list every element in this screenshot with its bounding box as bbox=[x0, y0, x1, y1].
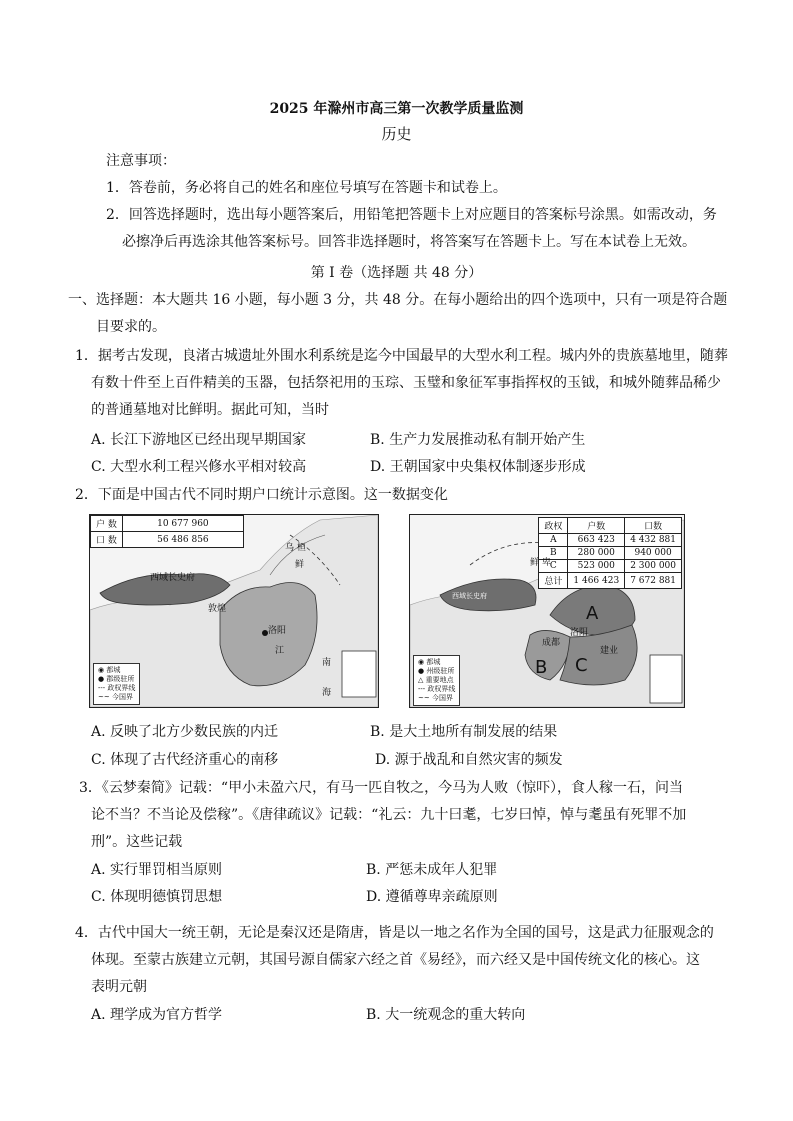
legend-item: △ 重要地点 bbox=[418, 676, 454, 684]
three-kingdoms-population-map bbox=[409, 514, 685, 708]
legend-item: ● 郡级驻所 bbox=[98, 675, 135, 683]
table-cell: 1 466 423 bbox=[568, 573, 625, 589]
map-label-xiyu: 西域长史府 bbox=[452, 592, 487, 600]
subject-title: 历史 bbox=[381, 125, 412, 143]
q3-option-a[interactable]: A. 实行罪罚相当原则 bbox=[91, 862, 223, 878]
table-cell: A bbox=[539, 534, 568, 547]
legend-item: ● 州级驻所 bbox=[418, 667, 455, 675]
han-population-map bbox=[89, 514, 379, 708]
notice-item-2-cont: 必擦净后再选涂其他答案标号。回答非选择题时，将答案写在答题卡上。写在本试卷上无效。 bbox=[122, 234, 696, 250]
q3-stem-line-3: 刑”。这些记载 bbox=[91, 834, 183, 850]
q2-option-d[interactable]: D. 源于战乱和自然灾害的频发 bbox=[375, 752, 563, 768]
table-row bbox=[91, 516, 244, 532]
notice-item-2: 2．回答选择题时，选出每小题答案后，用铅笔把答题卡上对应题目的答案标号涂黑。如需改动，务 bbox=[106, 207, 717, 223]
table-cell: 280 000 bbox=[568, 547, 625, 560]
q1-stem-line-1: 1．据考古发现，良渚古城遗址外围水利系统是迄今中国最早的大型水利工程。城内外的贵族墓地里，随葬 bbox=[75, 348, 728, 364]
three-kingdoms-population-table bbox=[538, 517, 682, 589]
q2-option-b[interactable]: B. 是大土地所有制发展的结果 bbox=[370, 724, 558, 740]
q2-option-a[interactable]: A. 反映了北方少数民族的内迁 bbox=[91, 724, 279, 740]
han-map-legend bbox=[93, 663, 140, 705]
table-row bbox=[91, 532, 244, 548]
q4-option-b[interactable]: B. 大一统观念的重大转向 bbox=[366, 1007, 526, 1023]
table-header: 户数 bbox=[568, 518, 625, 534]
table-cell: 56 486 856 bbox=[122, 532, 243, 548]
table-header: 口数 bbox=[625, 518, 682, 534]
q3-stem-line-1: 3．《云梦秦简》记载：“甲小未盈六尺，有马一匹自牧之，今马为人败（惊吓），食人稼一石，问当 bbox=[79, 780, 684, 796]
q4-option-a[interactable]: A. 理学成为官方哲学 bbox=[91, 1007, 223, 1023]
south-sea-inset bbox=[342, 651, 376, 697]
map-label-luoyang: 洛阳 bbox=[268, 626, 287, 636]
table-cell: 523 000 bbox=[568, 560, 625, 573]
map-label-chengdu: 成都 bbox=[542, 638, 561, 648]
q1-option-d[interactable]: D. 王朝国家中央集权体制逐步形成 bbox=[370, 459, 586, 475]
q3-stem-line-2: 论不当？不当论及偿稼”。《唐律疏议》记载：“礼云：九十曰耄，七岁曰悼，悼与耄虽有死罪不加 bbox=[91, 807, 687, 823]
region-label-a: A bbox=[586, 603, 599, 624]
legend-item: ~~ 今国界 bbox=[418, 694, 453, 702]
q4-stem-line-2: 体现。至蒙古族建立元朝，其国号源自儒家六经之首《易经》，而六经又是中国传统文化的核心。这 bbox=[91, 952, 700, 968]
table-cell: 940 000 bbox=[625, 547, 682, 560]
map-label-xiyu: 西域长史府 bbox=[150, 573, 196, 583]
region-label-b: B bbox=[535, 657, 548, 678]
map-label-jianye: 建业 bbox=[600, 646, 619, 656]
map-label-wuhuan: 乌 桓 bbox=[285, 543, 306, 553]
table-cell: B bbox=[539, 547, 568, 560]
q1-option-a[interactable]: A. 长江下游地区已经出现早期国家 bbox=[91, 432, 307, 448]
map-label-luoyang: 洛阳 bbox=[570, 628, 589, 638]
q4-stem-line-1: 4．古代中国大一统王朝，无论是秦汉还是隋唐，皆是以一地之名作为全国的国号，这是武力征服观念的 bbox=[75, 925, 714, 941]
section-instructions: 一、选择题：本大题共 16 小题，每小题 3 分，共 48 分。在每小题给出的四个选项中，只有一项是符合题 bbox=[68, 292, 728, 308]
map-label-nanhai-2: 海 bbox=[322, 688, 332, 698]
region-label-c: C bbox=[575, 655, 588, 676]
q1-stem-line-2: 有数十件至上百件精美的玉器，包括祭祀用的玉琮、玉璧和象征军事指挥权的玉钺，和城外随葬品稀少 bbox=[91, 375, 721, 391]
table-cell: C bbox=[539, 560, 568, 573]
q1-option-b[interactable]: B. 生产力发展推动私有制开始产生 bbox=[370, 432, 586, 448]
table-cell: 4 432 881 bbox=[625, 534, 682, 547]
legend-item: --- 政权界线 bbox=[98, 684, 136, 692]
tk-map-legend bbox=[413, 655, 460, 706]
section-instructions-cont: 目要求的。 bbox=[96, 319, 166, 335]
section-title: 第 I 卷（选择题 共 48 分） bbox=[310, 265, 483, 281]
table-row bbox=[539, 534, 682, 547]
table-cell: 总计 bbox=[539, 573, 568, 589]
table-row bbox=[539, 547, 682, 560]
table-cell: 10 677 960 bbox=[122, 516, 243, 532]
table-cell: 7 672 881 bbox=[625, 573, 682, 589]
map-label-dunhuang: 敦煌 bbox=[208, 604, 227, 614]
notice-item-1: 1．答卷前，务必将自己的姓名和座位号填写在答题卡和试卷上。 bbox=[106, 180, 507, 196]
table-header: 政权 bbox=[539, 518, 568, 534]
map-label-jiang: 江 bbox=[275, 646, 285, 656]
q3-option-c[interactable]: C. 体现明德慎罚思想 bbox=[91, 889, 223, 905]
legend-item: ◉ 都城 bbox=[418, 658, 441, 666]
map-label-xianbei: 鲜 卑 bbox=[530, 558, 551, 568]
table-cell: 663 423 bbox=[568, 534, 625, 547]
han-population-table bbox=[90, 515, 244, 548]
map-label-xianbei: 鲜 bbox=[295, 560, 305, 570]
legend-item: ◉ 都城 bbox=[98, 666, 121, 674]
q1-option-c[interactable]: C. 大型水利工程兴修水平相对较高 bbox=[91, 459, 307, 475]
table-row bbox=[539, 560, 682, 573]
legend-item: ~~ 今国界 bbox=[98, 693, 133, 701]
table-cell: 口 数 bbox=[91, 532, 123, 548]
notice-heading: 注意事项： bbox=[106, 153, 176, 169]
exam-title: 2025 年滁州市高三第一次教学质量监测 bbox=[269, 101, 524, 117]
legend-item: --- 政权界线 bbox=[418, 685, 456, 693]
map-label-nanhai-1: 南 bbox=[322, 658, 332, 668]
q3-option-b[interactable]: B. 严惩未成年人犯罪 bbox=[366, 862, 498, 878]
q1-stem-line-3: 的普通墓地对比鲜明。据此可知，当时 bbox=[91, 402, 329, 418]
q2-stem: 2．下面是中国古代不同时期户口统计示意图。这一数据变化 bbox=[75, 487, 448, 503]
q3-option-d[interactable]: D. 遵循尊卑亲疏原则 bbox=[366, 889, 498, 905]
table-cell: 2 300 000 bbox=[625, 560, 682, 573]
q4-stem-line-3: 表明元朝 bbox=[91, 979, 147, 995]
table-row bbox=[539, 518, 682, 534]
south-sea-inset bbox=[650, 655, 682, 703]
q2-option-c[interactable]: C. 体现了古代经济重心的南移 bbox=[91, 752, 279, 768]
table-cell: 户 数 bbox=[91, 516, 123, 532]
table-row bbox=[539, 573, 682, 589]
